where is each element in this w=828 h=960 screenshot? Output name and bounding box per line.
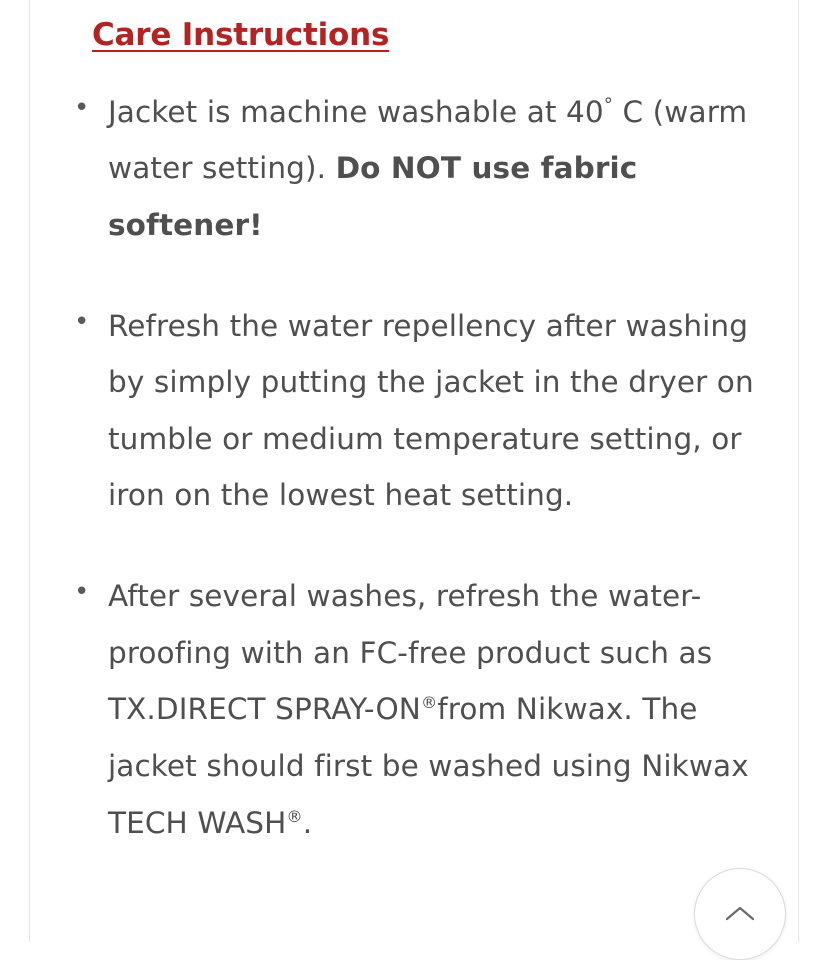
care-instructions-section xyxy=(30,0,798,942)
page-title: Care Instructions xyxy=(92,17,390,53)
list-item-text-emphasis: Do NOT use fabric softener! xyxy=(108,151,638,242)
care-instructions-list xyxy=(30,84,798,852)
list-item xyxy=(74,568,780,851)
list-item-text-lead: After several washes, refresh the water-proofing with an FC-free product such as TX.DIRECT SPRAY-ON xyxy=(108,579,713,727)
bullet-icon: • xyxy=(74,306,90,337)
list-item-text-lead: Refresh the water repellency after washing by simply putting the jacket in the dryer on tumble or medium temperature setting, or iron on the lowest heat setting. xyxy=(108,308,754,513)
registered-trademark-symbol: ® xyxy=(420,693,438,713)
bullet-icon: • xyxy=(74,577,90,608)
list-item xyxy=(74,298,780,525)
degree-symbol: ° xyxy=(603,94,614,116)
scroll-to-top-button[interactable] xyxy=(694,868,786,960)
bullet-icon: • xyxy=(74,92,90,123)
content-right-rule xyxy=(798,0,799,942)
list-item-text-tail: . xyxy=(302,805,313,840)
chevron-up-icon xyxy=(725,905,755,923)
list-item xyxy=(74,84,780,254)
list-item-text-mid: from Nikwax. The jacket should first be washed using Nikwax TECH WASH xyxy=(108,692,749,840)
list-item-text-lead: Jacket is machine washable at 40 xyxy=(108,94,604,129)
registered-trademark-symbol: ® xyxy=(286,806,303,826)
list-item-text-mid: C (warm water setting). xyxy=(108,94,748,186)
